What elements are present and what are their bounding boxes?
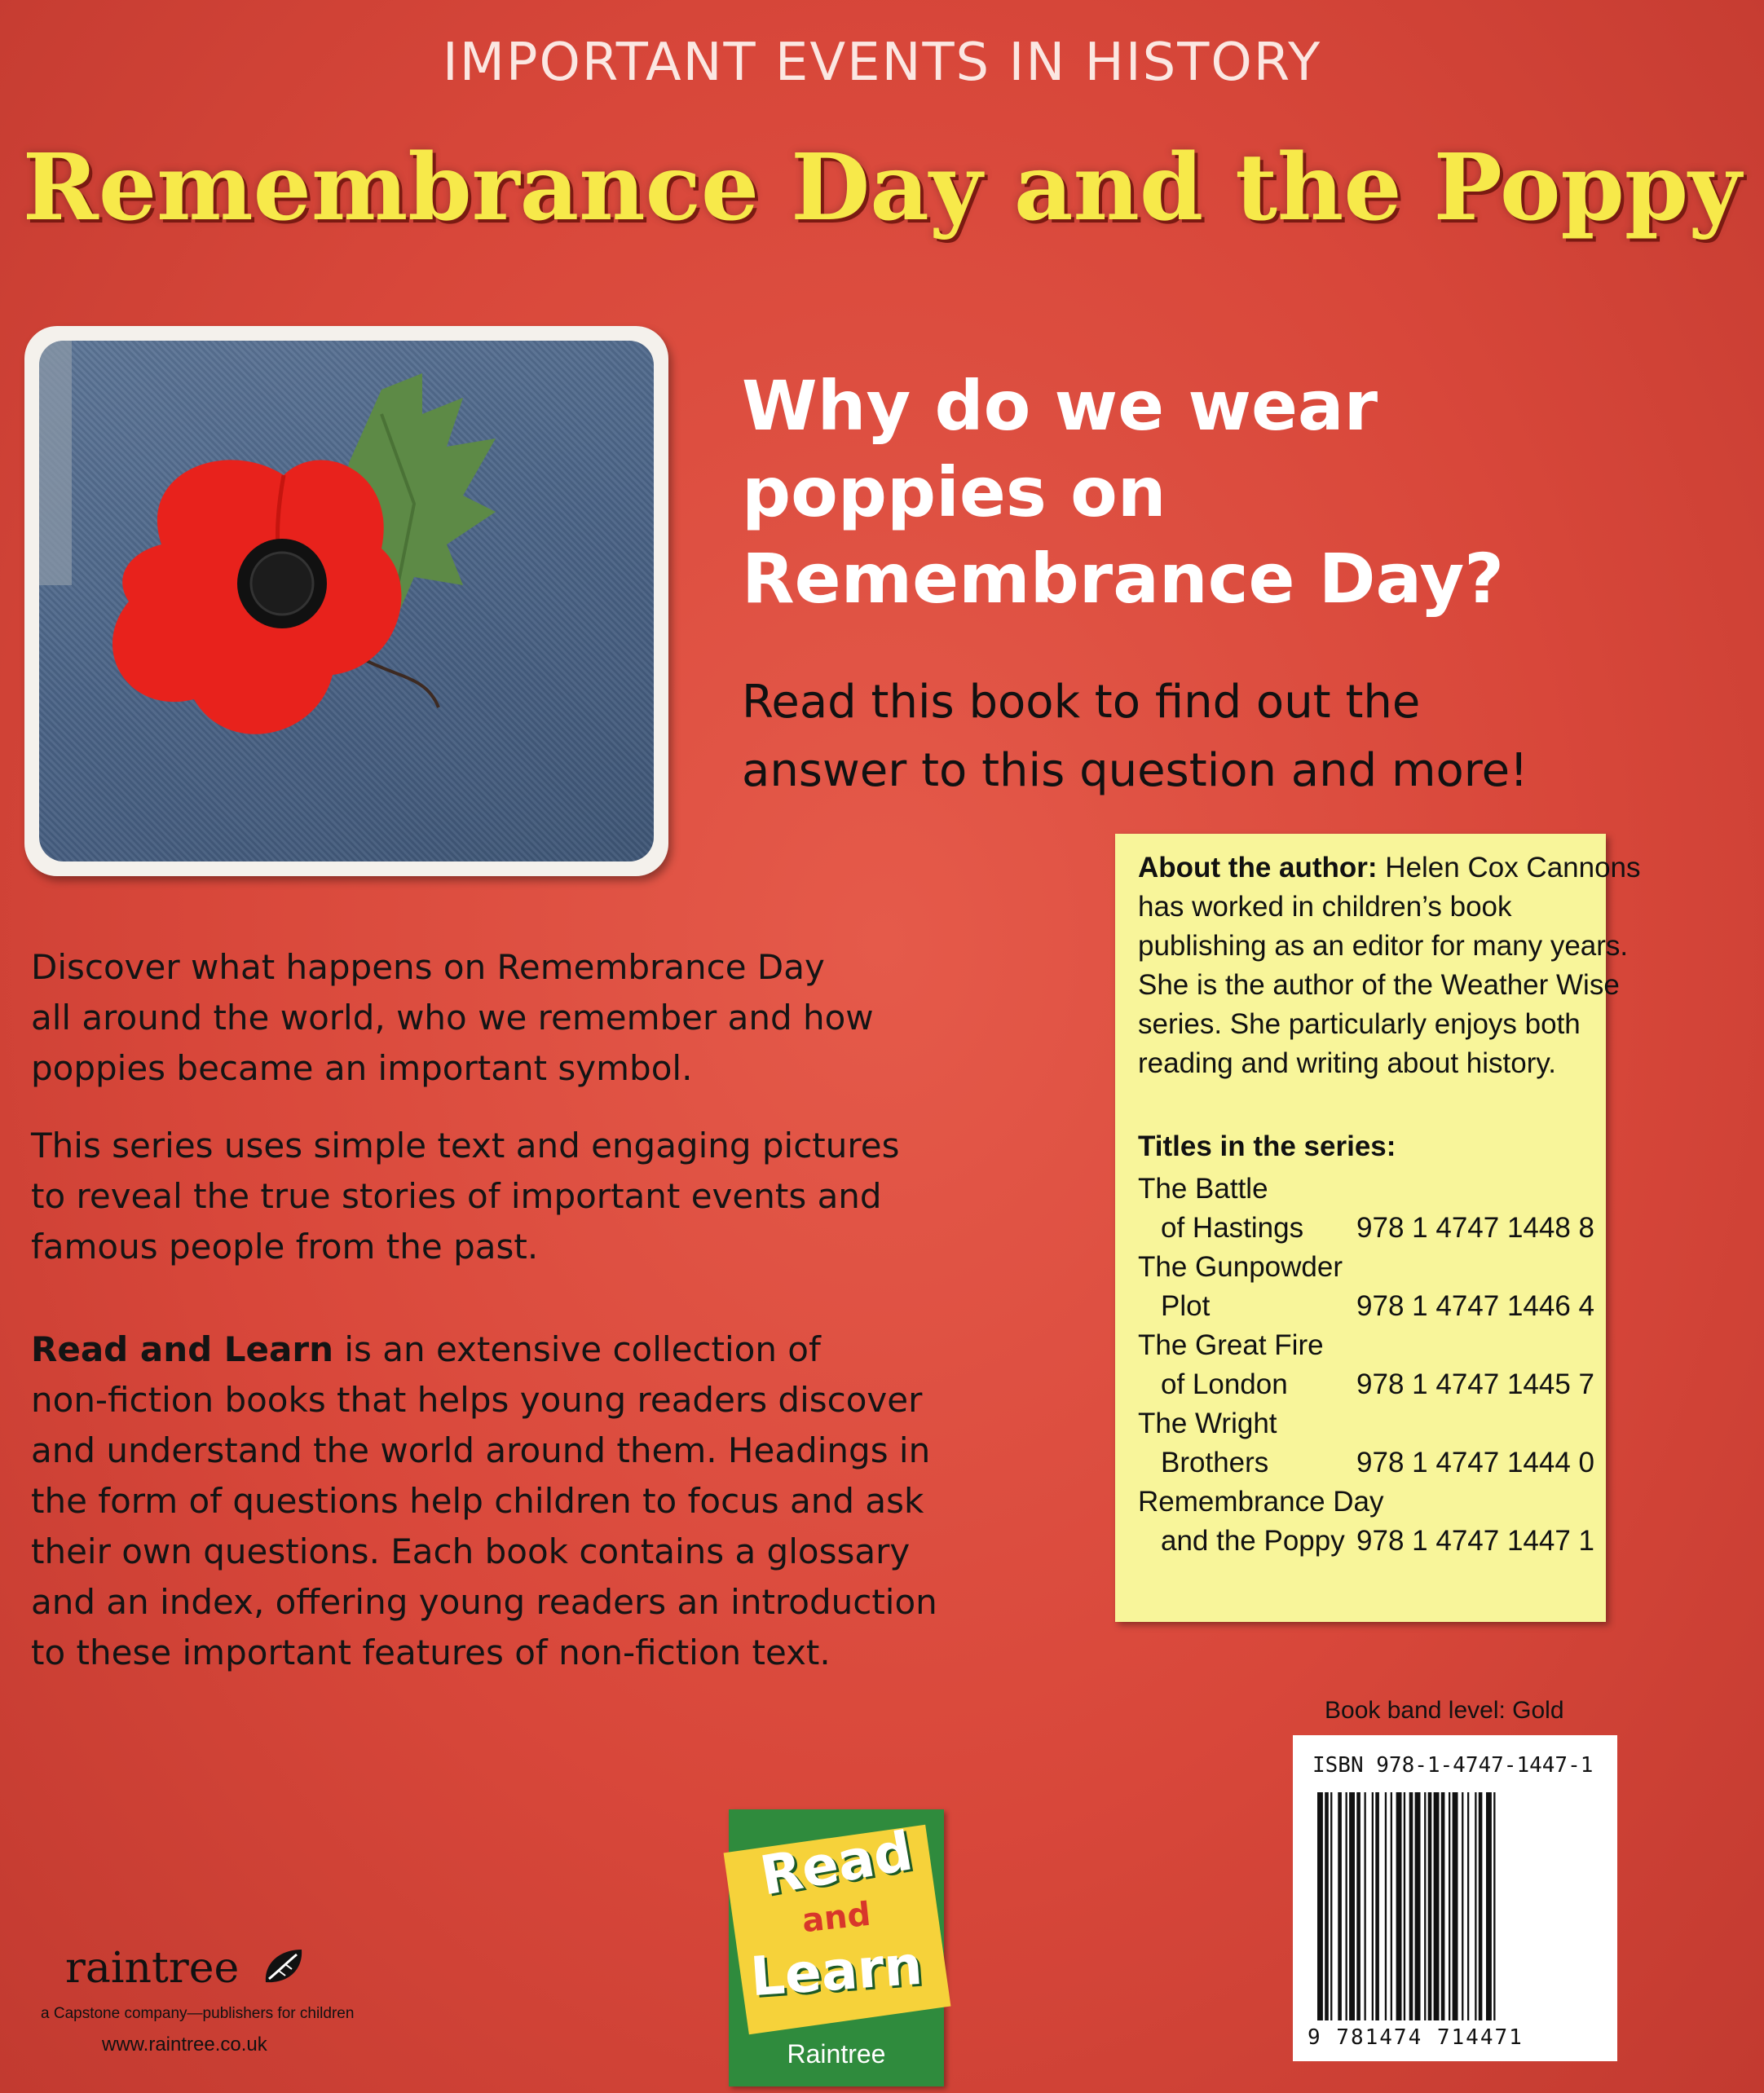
barcode-digits: 9 781474 714471 — [1308, 2025, 1524, 2050]
series-title-line1: Remembrance Day — [1138, 1486, 1384, 1518]
series-label: IMPORTANT EVENTS IN HISTORY — [442, 33, 1322, 93]
series-title-line2: and the Poppy — [1161, 1525, 1345, 1557]
about-author-line: publishing as an editor for many years. — [1138, 930, 1629, 962]
poppy-photo — [39, 341, 654, 861]
paragraph-line: non-fiction books that helps young readers discover — [31, 1380, 923, 1420]
series-title-isbn: 978 1 4747 1447 1 — [1356, 1525, 1594, 1557]
lead-text — [742, 668, 1720, 805]
info-box — [1115, 834, 1641, 1622]
series-title-line1: The Wright — [1138, 1408, 1277, 1439]
read-and-learn-bold: Read and Learn — [31, 1329, 333, 1369]
series-title-line2: Brothers — [1161, 1447, 1269, 1478]
series-title-line1: The Gunpowder — [1138, 1251, 1343, 1283]
publisher-name: raintree — [65, 1944, 240, 1993]
series-title-isbn: 978 1 4747 1445 7 — [1356, 1368, 1594, 1400]
paragraph-line: and understand the world around them. Headings in — [31, 1430, 931, 1470]
logo-publisher-text: Raintree — [787, 2039, 886, 2069]
paragraph-series — [31, 1121, 1083, 1272]
question-line: Why do we wear — [742, 366, 1378, 446]
lead-line: answer to this question and more! — [742, 744, 1528, 797]
series-title-isbn: 978 1 4747 1444 0 — [1356, 1447, 1594, 1478]
series-title-line2: of London — [1161, 1368, 1288, 1400]
lead-line: Read this book to find out the — [742, 676, 1421, 729]
about-author-line: She is the author of the Weather Wise — [1138, 969, 1620, 1001]
barcode — [1293, 1735, 1617, 2061]
paragraph-line: to reveal the true stories of important events and — [31, 1176, 882, 1216]
logo-learn-text: Learn — [748, 1933, 924, 2009]
series-title-line2: Plot — [1161, 1290, 1211, 1322]
question-heading — [742, 363, 1679, 622]
about-author-line — [1138, 852, 1641, 884]
isbn-label: ISBN 978-1-4747-1447-1 — [1312, 1753, 1594, 1778]
read-and-learn-logo — [729, 1809, 944, 2086]
paragraph-line: This series uses simple text and engaging pictures — [31, 1126, 900, 1165]
book-band-level: Book band level: Gold — [1325, 1697, 1564, 1724]
paragraph-read-and-learn — [31, 1324, 1083, 1678]
about-author-line: reading and writing about history. — [1138, 1047, 1556, 1079]
logo-read-text: Read — [756, 1819, 917, 1908]
paragraph-line: Discover what happens on Remembrance Day — [31, 947, 825, 987]
about-author-text: Helen Cox Cannons — [1377, 852, 1641, 883]
barcode-bars — [1317, 1792, 1594, 2020]
series-title-line1: The Great Fire — [1138, 1329, 1324, 1361]
question-line: Remembrance Day? — [742, 539, 1505, 619]
series-title-line1: The Battle — [1138, 1173, 1268, 1205]
paragraph-line: to these important features of non-fiction text. — [31, 1633, 831, 1672]
book-title: Remembrance Day and the Poppy — [22, 134, 1742, 241]
series-title-line2: of Hastings — [1161, 1212, 1304, 1244]
paragraph-line-rest: is an extensive collection of — [333, 1329, 821, 1369]
publisher-tagline: a Capstone company—publishers for children — [41, 2005, 355, 2022]
series-title-isbn: 978 1 4747 1448 8 — [1356, 1212, 1594, 1244]
paragraph-line: poppies became an important symbol. — [31, 1048, 693, 1088]
logo-and-text: and — [800, 1895, 873, 1941]
about-author-line: series. She particularly enjoys both — [1138, 1008, 1581, 1040]
paragraph-line: famous people from the past. — [31, 1227, 539, 1267]
poppy-photo-frame — [24, 326, 668, 876]
paragraph-line: their own questions. Each book contains a glossary — [31, 1531, 911, 1571]
about-author-heading: About the author: — [1138, 852, 1378, 883]
publisher-url: www.raintree.co.uk — [102, 2034, 267, 2056]
paragraph-line: all around the world, who we remember and how — [31, 998, 874, 1038]
titles-heading: Titles in the series: — [1138, 1130, 1396, 1162]
paragraph-line: and an index, offering young readers an introduction — [31, 1582, 937, 1622]
paragraph-line: the form of questions help children to focus and ask — [31, 1481, 924, 1521]
paragraph-discover — [31, 942, 1083, 1094]
poppy-illustration — [39, 341, 654, 861]
raintree-leaf-icon — [261, 1946, 306, 1987]
about-author-line: has worked in children’s book — [1138, 891, 1512, 923]
question-line: poppies on — [742, 452, 1166, 532]
series-title-isbn: 978 1 4747 1446 4 — [1356, 1290, 1594, 1322]
paragraph-line — [31, 1324, 1083, 1375]
